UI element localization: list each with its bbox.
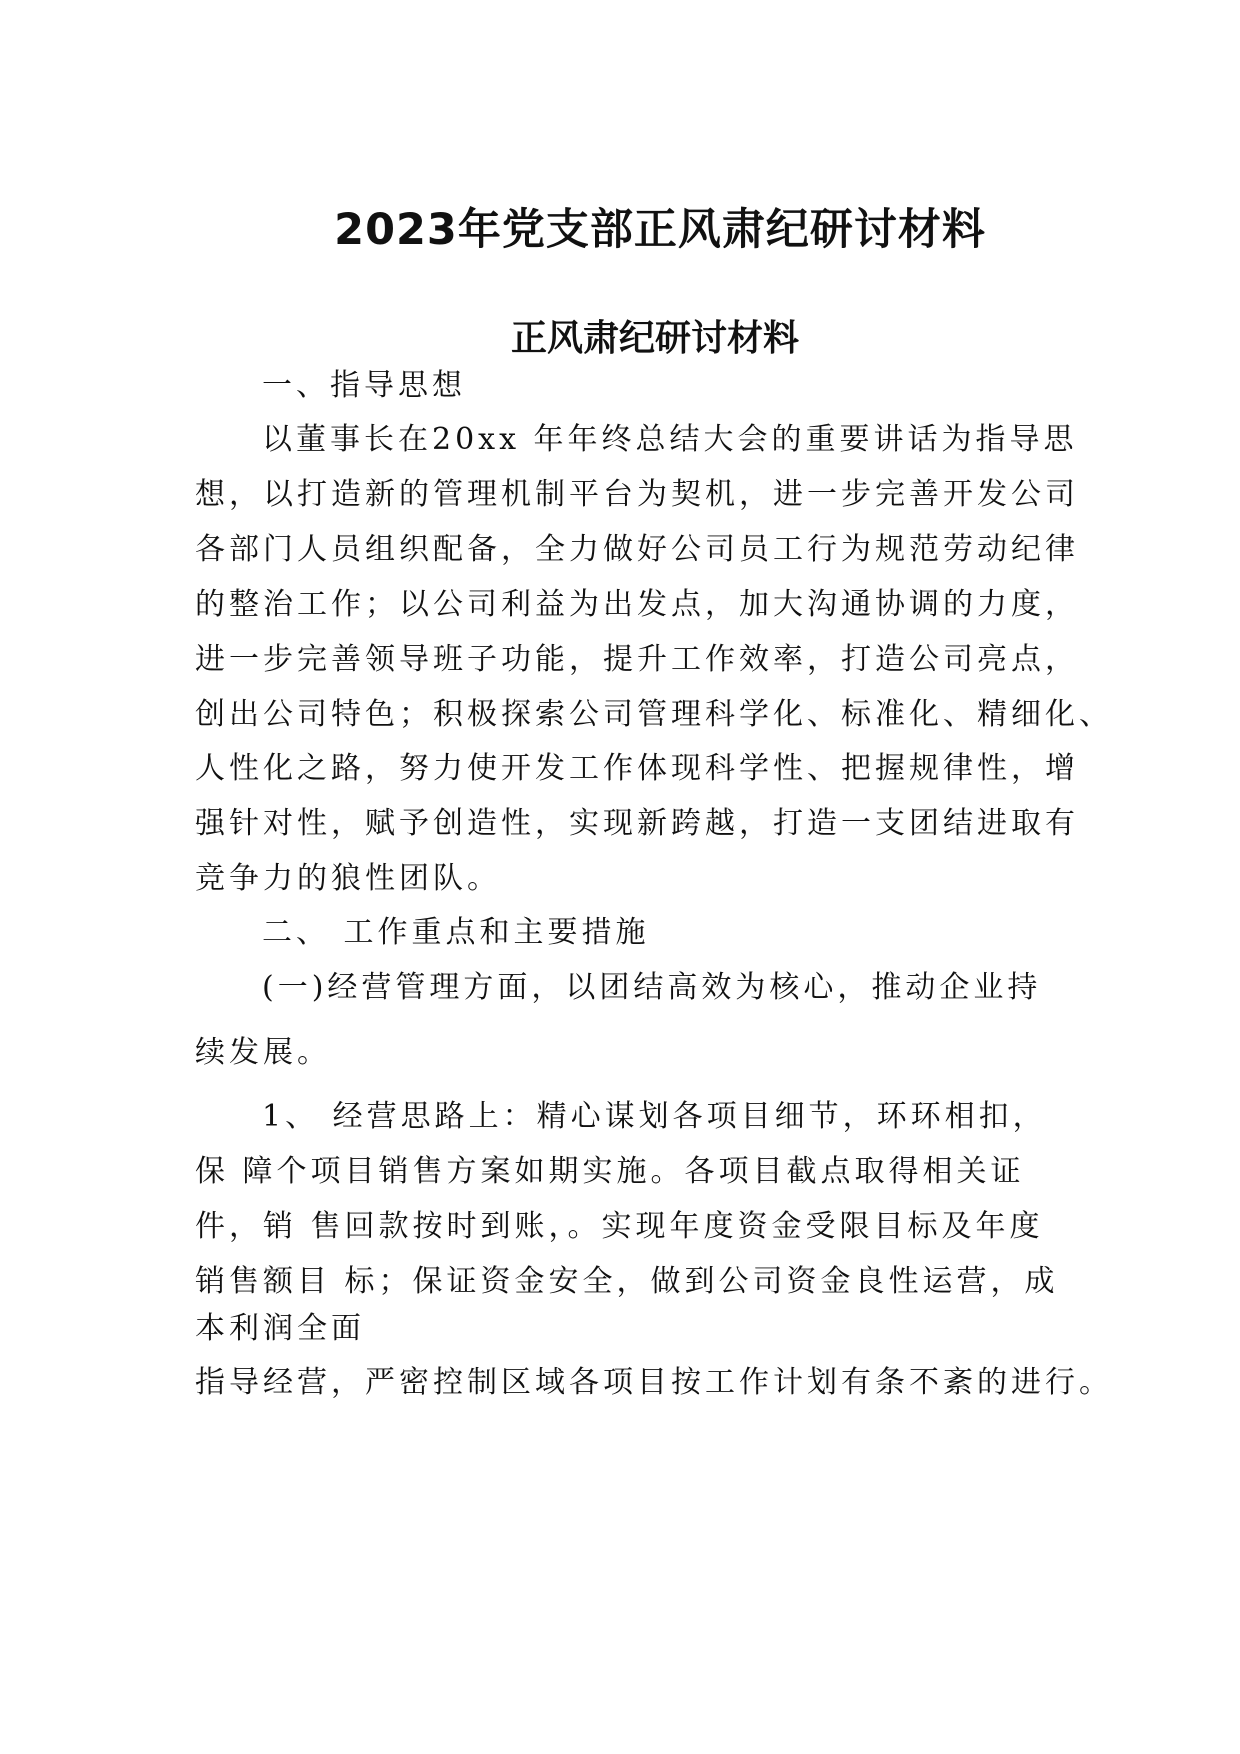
paragraph-line: 进一步完善领导班子功能，提升工作效率，打造公司亮点， — [195, 642, 1079, 677]
paragraph-line: 指导经营，严密控制区域各项目按工作计划有条不紊的进行。 — [195, 1365, 1113, 1400]
paragraph-line: 创出公司特色；积极探索公司管理科学化、标准化、精细化、 — [195, 697, 1113, 732]
paragraph-line: 销售额目 标；保证资金安全，做到公司资金良性运营，成 — [195, 1264, 1059, 1299]
paragraph-line: 竞争力的狼性团队。 — [195, 861, 501, 896]
paragraph-line: 续发展。 — [195, 1035, 331, 1070]
paragraph-line: 保 障个项目销售方案如期实施。各项目截点取得相关证 — [195, 1154, 1025, 1189]
document-title: 2023年党支部正风肃纪研讨材料 — [334, 205, 986, 255]
paragraph-line: 件，销 售回款按时到账，。实现年度资金受限目标及年度 — [195, 1209, 1044, 1244]
paragraph-line: 以董事长在20xx 年年终总结大会的重要讲话为指导思 — [262, 422, 1078, 457]
section-heading-guiding-thought: 一、指导思想 — [262, 368, 466, 403]
subsection-heading: (一)经营管理方面，以团结高效为核心，推动企业持 — [262, 970, 1042, 1005]
paragraph-line: 1、 经营思路上：精心谋划各项目细节，环环相扣， — [262, 1099, 1047, 1134]
document-subtitle: 正风肃纪研讨材料 — [510, 318, 799, 359]
paragraph-line: 想，以打造新的管理机制平台为契机，进一步完善开发公司 — [195, 477, 1079, 512]
section-heading-work-focus: 二、 工作重点和主要措施 — [262, 915, 650, 950]
paragraph-line: 强针对性，赋予创造性，实现新跨越，打造一支团结进取有 — [195, 806, 1079, 841]
paragraph-line: 的整治工作；以公司利益为出发点，加大沟通协调的力度， — [195, 587, 1079, 622]
paragraph-line: 各部门人员组织配备，全力做好公司员工行为规范劳动纪律 — [195, 532, 1079, 567]
paragraph-line: 人性化之路，努力使开发工作体现科学性、把握规律性，增 — [195, 751, 1079, 786]
paragraph-line: 本利润全面 — [195, 1311, 365, 1346]
